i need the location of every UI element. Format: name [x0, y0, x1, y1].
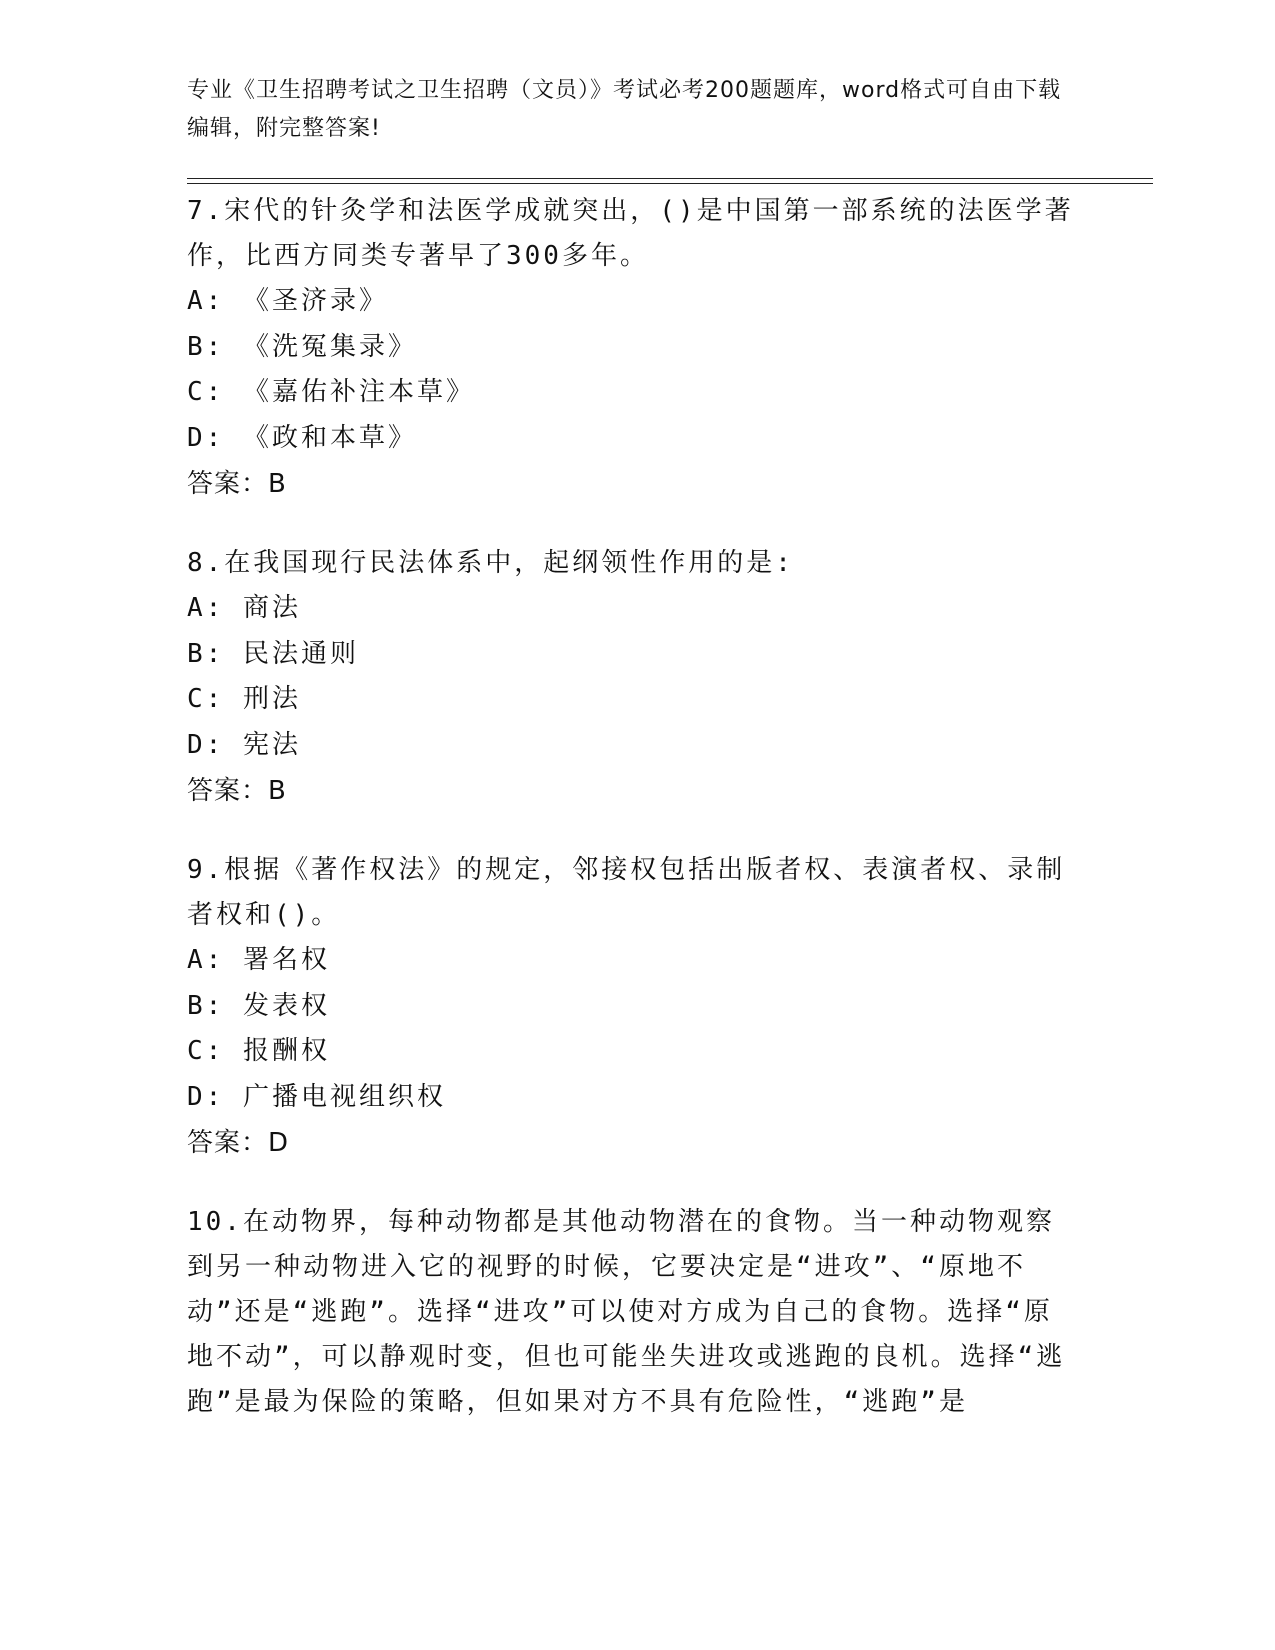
- answer: 答案：D: [187, 1128, 290, 1158]
- option-c: C: 刑法: [187, 684, 301, 714]
- option-a: A: 《圣济录》: [187, 286, 388, 316]
- header-rule-bottom: [187, 183, 1153, 184]
- answer: 答案：B: [187, 776, 287, 806]
- option-a: A: 商法: [187, 593, 301, 623]
- question-stem: 7.宋代的针灸学和法医学成就突出，()是中国第一部系统的法医学著作，比西方同类专著早了300多年。: [187, 196, 1074, 271]
- question-stem: 8.在我国现行民法体系中，起纲领性作用的是:: [187, 548, 794, 578]
- question-9: [187, 848, 1077, 1166]
- question-stem: 9.根据《著作权法》的规定，邻接权包括出版者权、表演者权、录制者权和()。: [187, 855, 1066, 930]
- question-8: [187, 541, 1077, 814]
- option-b: B: 民法通则: [187, 638, 359, 669]
- option-d: D: 广播电视组织权: [187, 1081, 446, 1112]
- option-d: D: 《政和本草》: [187, 422, 417, 453]
- document-header: 专业《卫生招聘考试之卫生招聘（文员）》考试必考200题题库，word格式可自由下载编辑，附完整答案!: [187, 78, 1062, 141]
- option-d: D: 宪法: [187, 729, 301, 760]
- header-rule-top: [187, 178, 1153, 179]
- question-7: [187, 189, 1077, 507]
- question-stem: 10.在动物界，每种动物都是其他动物潜在的食物。当一种动物观察到另一种动物进入它的视野的时候，它要决定是“进攻”、“原地不动”还是“逃跑”。选择“进攻”可以使对方成为自己的食物。选择“原地不动”，可以静观时变，但也可能坐失进攻或逃跑的良机。选择“逃跑”是最为保险的策略，但如果对方不具有危险性，“逃跑”是: [187, 1207, 1066, 1417]
- option-b: B: 发表权: [187, 990, 330, 1021]
- answer: 答案：B: [187, 469, 287, 499]
- option-c: C: 《嘉佑补注本草》: [187, 377, 475, 407]
- option-a: A: 署名权: [187, 945, 330, 975]
- question-10: [187, 1200, 1077, 1425]
- question-list: [187, 189, 1077, 1459]
- option-c: C: 报酬权: [187, 1036, 330, 1066]
- option-b: B: 《洗冤集录》: [187, 331, 417, 362]
